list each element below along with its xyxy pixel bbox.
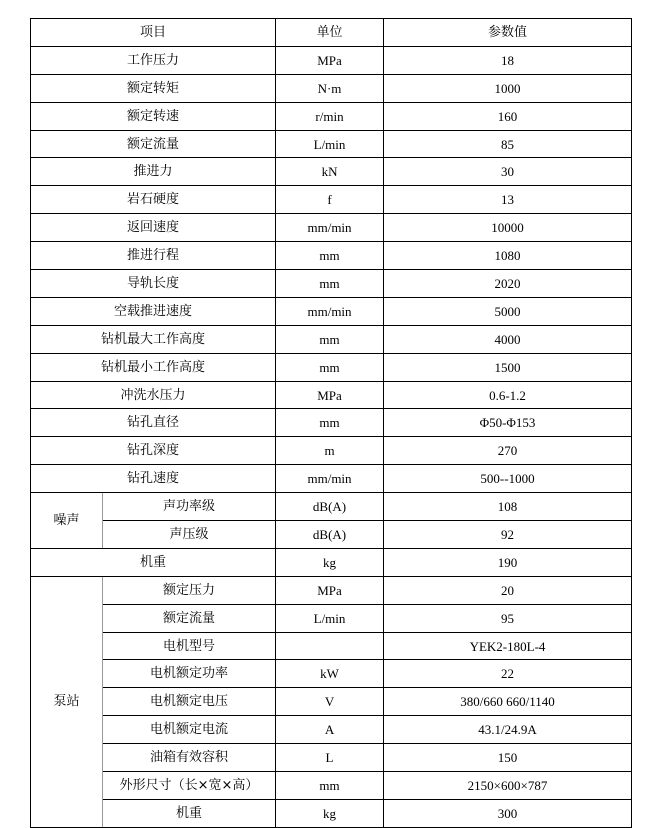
header-unit: 单位 [276,19,384,47]
table-row [31,576,632,604]
row-unit [276,632,384,660]
table-row [31,632,632,660]
row-value: 92 [384,521,632,549]
row-item: 声压级 [103,521,276,549]
table-row [31,772,632,800]
row-value: 300 [384,799,632,827]
row-item: 钻机最大工作高度 [31,325,276,353]
row-unit: L [276,744,384,772]
table-row [31,548,632,576]
row-value: 190 [384,548,632,576]
row-unit: mm [276,409,384,437]
row-value: 1000 [384,74,632,102]
row-value: 20 [384,576,632,604]
row-unit: kN [276,158,384,186]
row-item: 机重 [103,799,276,827]
row-unit: mm [276,325,384,353]
table-row [31,660,632,688]
table-row [31,381,632,409]
row-unit: dB(A) [276,493,384,521]
table-row [31,493,632,521]
row-value: 1080 [384,242,632,270]
row-unit: A [276,716,384,744]
row-unit: mm [276,242,384,270]
row-value: 95 [384,604,632,632]
group-label: 噪声 [31,493,103,549]
row-item: 额定流量 [103,604,276,632]
row-unit: kW [276,660,384,688]
row-unit: f [276,186,384,214]
row-item: 岩石硬度 [31,186,276,214]
row-item: 钻孔深度 [31,437,276,465]
row-value: 85 [384,130,632,158]
row-unit: L/min [276,130,384,158]
row-unit: mm/min [276,214,384,242]
row-item: 推进力 [31,158,276,186]
row-item: 外形尺寸（长×宽×高） [103,772,276,800]
row-item: 推进行程 [31,242,276,270]
row-item: 电机额定功率 [103,660,276,688]
row-item: 钻孔直径 [31,409,276,437]
row-unit: mm [276,270,384,298]
row-item: 油箱有效容积 [103,744,276,772]
table-row [31,102,632,130]
row-value: 10000 [384,214,632,242]
row-item: 额定流量 [31,130,276,158]
row-item: 机重 [31,548,276,576]
row-value: Φ50-Φ153 [384,409,632,437]
row-item: 电机型号 [103,632,276,660]
group-label: 泵站 [31,576,103,827]
row-item: 返回速度 [31,214,276,242]
row-unit: kg [276,799,384,827]
row-item: 额定压力 [103,576,276,604]
table-row [31,158,632,186]
row-value: 0.6-1.2 [384,381,632,409]
row-value: 108 [384,493,632,521]
row-value: 2020 [384,270,632,298]
row-value: 4000 [384,325,632,353]
row-unit: dB(A) [276,521,384,549]
table-row [31,744,632,772]
header-value: 参数值 [384,19,632,47]
row-item: 额定转速 [31,102,276,130]
table-row [31,270,632,298]
table-row [31,465,632,493]
row-value: 43.1/24.9A [384,716,632,744]
table-row [31,297,632,325]
row-unit: N·m [276,74,384,102]
table-row [31,799,632,827]
row-item: 钻机最小工作高度 [31,353,276,381]
row-item: 工作压力 [31,46,276,74]
row-value: 30 [384,158,632,186]
row-item: 钻孔速度 [31,465,276,493]
table-row [31,688,632,716]
row-unit: m [276,437,384,465]
row-unit: kg [276,548,384,576]
row-item: 电机额定电压 [103,688,276,716]
row-unit: mm [276,772,384,800]
row-item: 空载推进速度 [31,297,276,325]
row-unit: V [276,688,384,716]
row-unit: L/min [276,604,384,632]
row-value: YEK2-180L-4 [384,632,632,660]
row-value: 160 [384,102,632,130]
row-value: 18 [384,46,632,74]
row-item: 冲洗水压力 [31,381,276,409]
row-value: 380/660 660/1140 [384,688,632,716]
table-row [31,353,632,381]
row-value: 500--1000 [384,465,632,493]
row-value: 270 [384,437,632,465]
row-item: 声功率级 [103,493,276,521]
table-row [31,46,632,74]
row-unit: r/min [276,102,384,130]
row-unit: MPa [276,381,384,409]
table-row [31,521,632,549]
row-item: 导轨长度 [31,270,276,298]
table-row [31,186,632,214]
table-row [31,214,632,242]
row-value: 2150×600×787 [384,772,632,800]
row-value: 150 [384,744,632,772]
table-row [31,74,632,102]
row-value: 13 [384,186,632,214]
row-unit: mm/min [276,297,384,325]
row-value: 22 [384,660,632,688]
row-item: 电机额定电流 [103,716,276,744]
table-row [31,130,632,158]
header-item: 项目 [31,19,276,47]
row-unit: MPa [276,576,384,604]
row-item: 额定转矩 [31,74,276,102]
row-unit: MPa [276,46,384,74]
spec-table [30,18,632,828]
row-unit: mm/min [276,465,384,493]
table-row [31,716,632,744]
table-row [31,604,632,632]
row-value: 1500 [384,353,632,381]
table-row [31,242,632,270]
row-unit: mm [276,353,384,381]
table-row [31,437,632,465]
table-row [31,409,632,437]
table-row [31,325,632,353]
header-row [31,19,632,47]
row-value: 5000 [384,297,632,325]
